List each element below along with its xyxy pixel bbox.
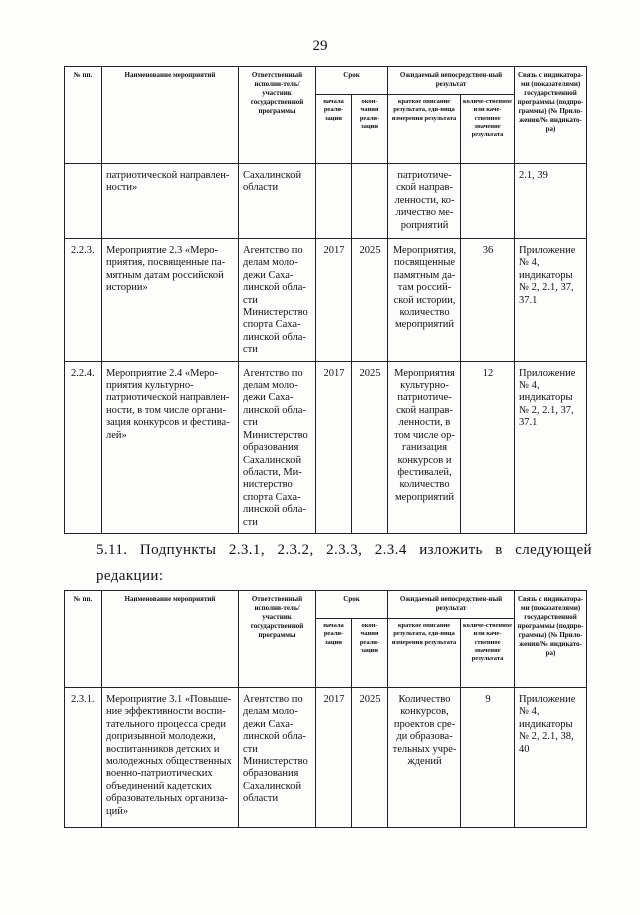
- row-indicator-link: Приложение № 4, индикаторы № 2, 2.1, 37, 37.1: [515, 239, 587, 362]
- header-indicator-link: Связь с индикатора-ми (показателями) государственной программы (подпро-граммы) (№ Прило-жения/№ индикато-ра): [515, 67, 587, 164]
- row-responsible: Сахалинской области: [239, 164, 316, 239]
- row-result-value: [461, 164, 515, 239]
- table-row: [65, 164, 587, 239]
- table-header-row: [65, 591, 587, 619]
- row-end: 2025: [352, 361, 388, 533]
- header-num: № пп.: [65, 67, 102, 164]
- table-row: [65, 688, 587, 828]
- row-result-description: Количество конкурсов, проектов сре-ди образова-тельных учре-ждений: [388, 688, 461, 828]
- header-indicator-link: Связь с индикатора-ми (показателями) государственной программы (подпро-граммы) (№ Прило-жения/№ индикато-ра): [515, 591, 587, 688]
- row-end: [352, 164, 388, 239]
- events-table-2: [64, 590, 587, 828]
- header-name: Наименование мероприятий: [102, 591, 239, 688]
- row-result-description: Мероприятия, посвященные памятным да-там россий-ской истории, количество мероприятий: [388, 239, 461, 362]
- row-start: 2017: [316, 239, 352, 362]
- row-indicator-link: 2.1, 39: [515, 164, 587, 239]
- row-start: 2017: [316, 361, 352, 533]
- header-term: Срок: [316, 67, 388, 95]
- row-num: 2.2.4.: [65, 361, 102, 533]
- header-responsible: Ответственный исполни-тель/участник государственной программы: [239, 67, 316, 164]
- row-result-value: 12: [461, 361, 515, 533]
- table-header-row: [65, 67, 587, 95]
- row-name: Мероприятие 2.4 «Меро-приятия культурно-патриотической направлен-ности, в том числе органи-зация конкурсов и фестива-лей»: [102, 361, 239, 533]
- header-result-description: краткое описание результата, еди-ница измерения результата: [388, 619, 461, 688]
- row-start: 2017: [316, 688, 352, 828]
- row-responsible-secondary: Министерство образования Сахалинской области, Ми-нистерство спорта Саха-линской обла-сти: [243, 429, 308, 528]
- amendment-paragraph: 5.11. Подпункты 2.3.1, 2.3.2, 2.3.3, 2.3.4 изложить в следующей: [96, 542, 592, 558]
- row-responsible: [239, 239, 316, 362]
- row-responsible-primary: Агентство по делам моло-дежи Саха-линской обла-сти: [243, 694, 306, 755]
- row-name: Мероприятие 3.1 «Повыше-ние эффективности воспи-тательного процесса среди допризывной молодежи, воспитанников детских и молодежных общественных военно-патриотических объединений кадетских образовательных организа-ций»: [102, 688, 239, 828]
- row-indicator-link: Приложение № 4, индикаторы № 2, 2.1, 37, 37.1: [515, 361, 587, 533]
- header-expected: Ожидаемый непосредствен-ный результат: [388, 591, 515, 619]
- row-result-description: патриотиче-ской направ-ленности, ко-личество ме-роприятий: [388, 164, 461, 239]
- row-responsible-secondary: Министерство спорта Саха-линской обла-сти: [243, 307, 308, 356]
- row-result-value: 36: [461, 239, 515, 362]
- row-name: патриотической направлен-ности»: [102, 164, 239, 239]
- header-result-value: количе-ственное или каче-ственное значение результата: [461, 619, 515, 688]
- row-end: 2025: [352, 688, 388, 828]
- row-indicator-link: Приложение № 4, индикаторы № 2, 2.1, 38, 40: [515, 688, 587, 828]
- header-name: Наименование мероприятий: [102, 67, 239, 164]
- header-term-end: окон-чания реали-зации: [352, 619, 388, 688]
- row-responsible: [239, 688, 316, 828]
- row-responsible: [239, 361, 316, 533]
- events-table-1: [64, 66, 587, 534]
- row-responsible-primary: Агентство по делам моло-дежи Саха-линской обла-сти: [243, 367, 306, 429]
- header-term-start: начала реали-зации: [316, 619, 352, 688]
- row-responsible-primary: Агентство по делам моло-дежи Саха-линской обла-сти: [243, 245, 306, 306]
- row-result-description: Мероприятия культурно-патриотиче-ской направ-ленности, в том числе ор-ганизация конкурсов и фестивалей, количество мероприятий: [388, 361, 461, 533]
- amendment-paragraph-continuation: редакции:: [96, 568, 164, 584]
- row-num: 2.3.1.: [65, 688, 102, 828]
- header-result-description: краткое описание результата, еди-ница измерения результата: [388, 95, 461, 164]
- row-start: [316, 164, 352, 239]
- row-num: 2.2.3.: [65, 239, 102, 362]
- header-term-start: начала реали-зации: [316, 95, 352, 164]
- header-result-value: количе-ственное или каче-ственное значение результата: [461, 95, 515, 164]
- row-responsible-secondary: Министерство образования Сахалинской области: [243, 756, 308, 805]
- row-name: Мероприятие 2.3 «Меро-приятия, посвященные па-мятным датам российской истории»: [102, 239, 239, 362]
- header-term: Срок: [316, 591, 388, 619]
- row-num: [65, 164, 102, 239]
- table-row: [65, 239, 587, 362]
- page-number: 29: [312, 38, 328, 54]
- header-responsible: Ответственный исполни-тель/участник государственной программы: [239, 591, 316, 688]
- header-term-end: окон-чания реали-зации: [352, 95, 388, 164]
- row-result-value: 9: [461, 688, 515, 828]
- header-num: № пп.: [65, 591, 102, 688]
- table-row: [65, 361, 587, 533]
- row-end: 2025: [352, 239, 388, 362]
- header-expected: Ожидаемый непосредствен-ный результат: [388, 67, 515, 95]
